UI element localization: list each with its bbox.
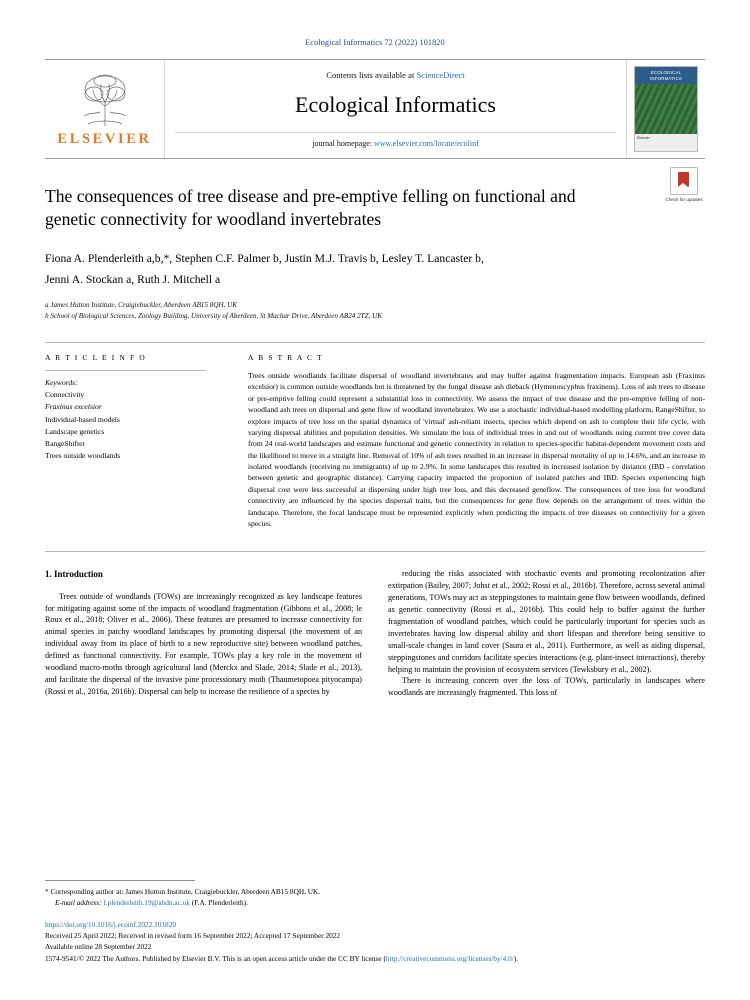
available-online: Available online 28 September 2022 [45,942,152,952]
abstract-text: Trees outside woodlands facilitate dispersal of woodland invertebrates and may buffer against fragmentation impacts. European ash (Fraxinus excelsior) is common outside woodlands but is threatened by the fungal disease ash dieback (Hymenoscyphus fraxineus). Loss of ash trees to disease or pre-emptive felling could represent a substantial loss in connectivity. We assess the impact of tree disease and the pre-emptive felling of non-woodland ash trees on dispersal and gene flow of woodland invertebrates. We use a stochastic individual-based modelling platform, RangeShifter, to explore impacts of tree loss on the spatial dynamics of 'virtual' ash-reliant insects, species which depend on ash to complete their life cycle, with varying dispersal abilities and population densities. We simulate the loss of individual trees in and out of woodlands using current tree cover data from 24 real-world landscapes and estimate functional and genetic connectivity in relation to species-specific habitat-dependent movement costs and the likelihood to move in a straight line. Removal of 10% of ash trees resulted in an increase in dispersal mortality of up to 14.6%, and an increase in isolated woodlands (receiving no immigrants) of up to 2.9%. In some landscapes this resulted in increased isolation by distance (IBD - correlation between genetic and geographic distance). Carrying capacity impacted the proportion of isolated patches and IBD. Species experiencing high dispersal cost were less successful at dispersing under high tree loss, and this decreased geneflow. The consequences of tree loss for woodland connectivity are influenced by the species dispersal traits, but the consequences for gene flow depends on the arrangement of trees within the landscape. Therefore, the focal landscape must be represented explicitly when predicting the impacts of tree diseases on connectivity for a given species. [248,370,705,529]
author-list [45,249,705,290]
keyword-item: Individual-based models [45,414,120,424]
article-info-column [45,353,220,529]
body-divider [45,551,705,552]
keyword-item: RangeShifter [45,439,86,449]
received-dates: Received 25 April 2022; Received in revised form 16 September 2022; Accepted 17 September 2022 [45,931,341,941]
author-line-2: Jenni A. Stockan a, Ruth J. Mitchell a [45,272,221,286]
license-link[interactable]: http://creativecommons.org/licenses/by/4.0/ [385,953,514,963]
body-paragraph: There is increasing concern over the loss of TOWs, particularly in landscapes where woodlands are increasingly fragmented. This loss of [388,676,705,698]
keywords-list [45,389,220,463]
crossmark-label: Check for updates [665,197,703,202]
cover-footer: Elsevier [635,134,697,152]
homepage-link[interactable]: www.elsevier.com/locate/ecolinf [373,139,479,148]
crossmark-icon [670,167,698,195]
footnote-divider [45,880,195,881]
masthead-center [165,60,626,158]
info-abstract-row [45,353,705,529]
email-link[interactable]: f.plenderleith.19@abdn.ac.uk [103,897,190,907]
footnotes [45,880,705,964]
doi-link[interactable]: https://doi.org/10.1016/j.ecoinf.2022.101820 [45,919,177,929]
masthead-right [626,60,705,158]
copyright-end: ). [513,953,519,963]
journal-masthead [45,59,705,159]
keywords-divider [45,370,206,371]
sciencedirect-link[interactable]: ScienceDirect [416,70,465,80]
publication-meta [45,919,705,964]
abstract-heading: A B S T R A C T [248,352,324,362]
keyword-item: Fraxinus excelsior [45,402,102,412]
cover-title: ECOLOGICAL INFORMATICS [635,67,697,84]
contents-available-line [326,70,464,80]
email-owner: (F.A. Plenderleith). [189,897,248,907]
copyright-text: 1574-9541/© 2022 The Authors. Published by Elsevier B.V. This is an open access article under the CC BY license ( [45,953,386,963]
journal-homepage-line [175,132,616,148]
info-divider [45,342,705,343]
homepage-prefix: journal homepage: [312,139,374,148]
section-heading-introduction: 1. Introduction [45,569,103,580]
title-area [45,185,705,231]
copyright-line [45,953,705,964]
body-columns [45,568,705,699]
keyword-item: Connectivity [45,389,85,399]
journal-cover-image [634,66,698,152]
contents-prefix: Contents lists available at [326,70,417,80]
page-title: The consequences of tree disease and pre-emptive felling on functional and genetic connectivity for woodland invertebrates [45,186,576,230]
publisher-logo [45,60,165,158]
affiliations [45,300,705,322]
crossmark-badge[interactable] [663,167,705,202]
abstract-column [248,353,705,529]
publisher-name: ELSEVIER [57,131,152,147]
body-paragraph: Trees outside of woodlands (TOWs) are increasingly recognized as key landscape features for mitigating against some of the impacts of woodland fragmentation (Gibbons et al., 2008; le Roux et al., 2018; Oliver et al., 2006). These features are presumed to increase connectivity for animal species in patchy woodland landscapes by promoting dispersal (the movement of an individual away from its place of birth to a new reproductive site) between woodland patches, defined as functional connectivity. For example, TOWs play a key role in the movement of woodland macro-moths through agricultural land (Merckx and Slade, 2014; Slade et al., 2013), and facilitate the dispersal of the invasive pine processionary moth (Thaumetopoea pityocampa) (Rossi et al., 2016a, 2016b). Dispersal can help to increase the resilience of a species by [45,591,362,696]
affiliation-a: a James Hutton Institute, Craigiebuckler, Aberdeen AB15 8QH, UK [45,301,237,309]
affiliation-b: b School of Biological Sciences, Zoology Building, University of Aberdeen, St Machar Drive, Aberdeen AB24 2TZ, UK [45,311,382,320]
author-line-1: Fiona A. Plenderleith a,b,*, Stephen C.F. Palmer b, Justin M.J. Travis b, Lesley T. Lancaster b, [45,252,484,266]
corresponding-author-note: * Corresponding author at: James Hutton Institute, Craigiebuckler, Aberdeen AB15 8QH, UK. [45,886,321,896]
elsevier-tree-icon [74,72,136,128]
keyword-item: Landscape genetics [45,426,105,436]
journal-title: Ecological Informatics [295,92,496,117]
email-note [45,898,705,909]
journal-reference: Ecological Informatics 72 (2022) 101820 [305,38,445,47]
article-info-heading: A R T I C L E I N F O [45,352,147,362]
email-label: E-mail address: [55,897,104,907]
cover-photo [635,84,697,134]
body-paragraph: reducing the risks associated with stochastic events and promoting recolonization after extirpation (Bailey, 2007; Johst et al., 2002; Rossi et al., 2016b). Therefore, across several animal generations, TOWs may act as steppingstones to maintain gene flow between woodlands, defined as genetic connectivity (Rossi et al., 2016b). This could help to buffer against the further fragmentation of woodland patches, which could be particularly important for species such as invertebrates having low dispersal ability and short lifespan and therefore being sensitive to small-scale changes in land cover (Saura et al., 2011). Furthermore, as well as aiding dispersal, steppingstones and corridors facilitate species interactions (e.g. plant-insect interactions), thereby helping to maintain the provision of ecosystem services (Tewksbury et al., 2002). [388,569,705,674]
keywords-label: Keywords: [45,377,78,387]
keyword-item: Trees outside woodlands [45,451,121,461]
body-column-left [45,568,362,699]
body-column-right [388,568,705,699]
